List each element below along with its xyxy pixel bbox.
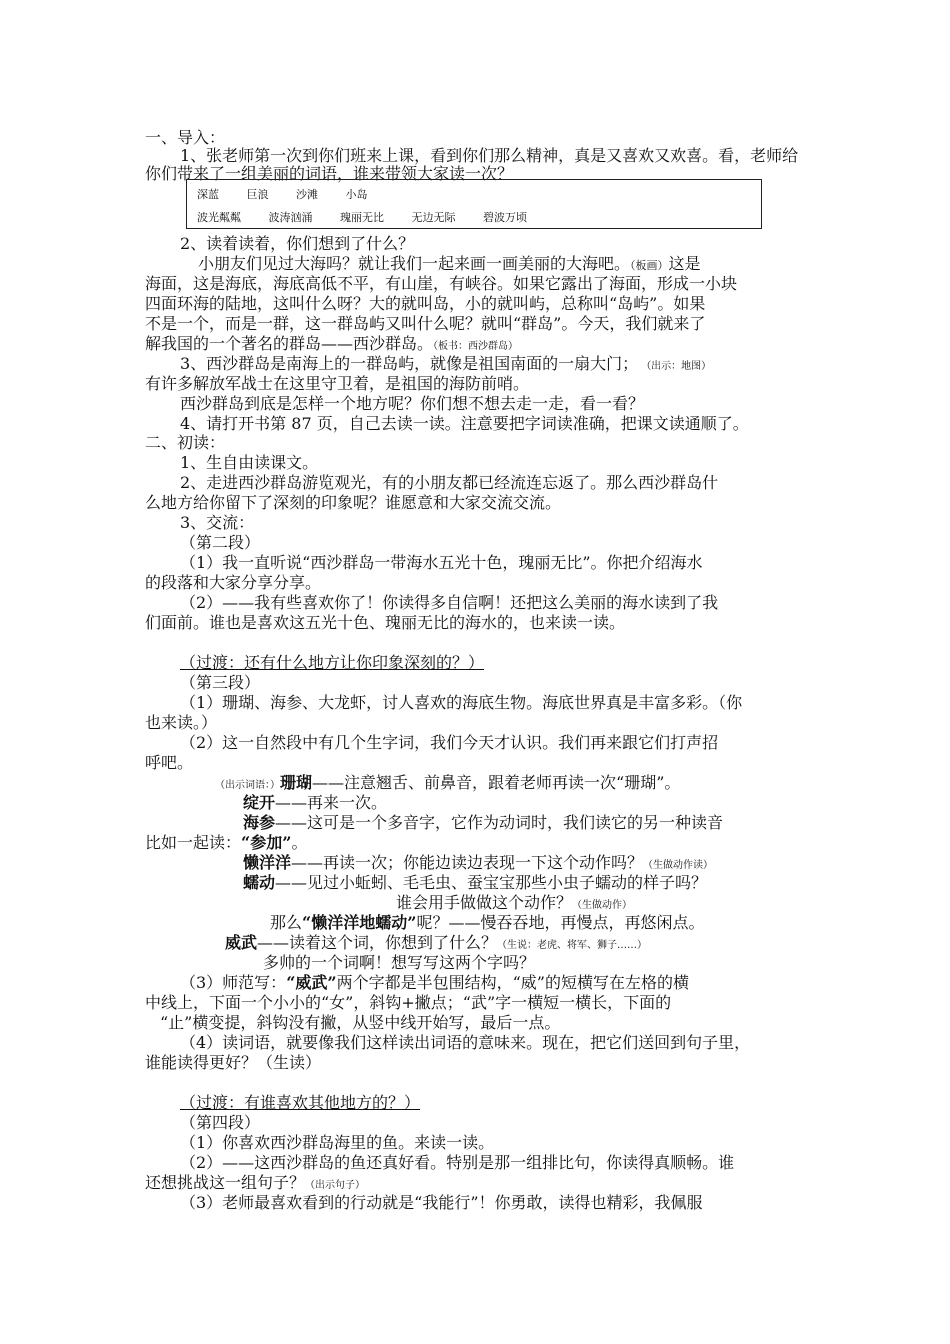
transition-note: （过渡：还有什么地方让你印象深刻的？） — [180, 653, 485, 672]
word-explanation: 那么“懒洋洋地蠕动”呢？——慢吞吞地，再慢点，再悠闲点。 — [270, 913, 705, 932]
paragraph-line: 么地方给你留下了深刻的印象呢？谁愿意和大家交流交流。 — [145, 493, 562, 512]
section-heading: 一、导入： — [145, 128, 226, 147]
paragraph-line: （3）师范写：“威武”两个字都是半包围结构，“威”的短横写在左格的横 — [180, 973, 689, 992]
paragraph-line: （4）读词语，就要像我们这样读出词语的意味来。现在，把它们送回到句子里， — [180, 1033, 751, 1052]
paragraph-line: 们面前。谁也是喜欢这五光十色、瑰丽无比的海水的，也来读一读。 — [145, 613, 626, 632]
vocab-word: 碧波万顷 — [483, 211, 527, 224]
paragraph-line: 2、读着读着，你们想到了什么？ — [180, 234, 415, 253]
paragraph-line: 四面环海的陆地，这叫什么呀？大的就叫岛，小的就叫屿，总称叫“岛屿”。如果 — [145, 294, 706, 313]
paragraph-line: （1）珊瑚、海参、大龙虾，讨人喜欢的海底生物。海底世界真是丰富多彩。（你 — [180, 693, 743, 712]
section-label: （第三段） — [180, 673, 261, 692]
paragraph-line: 的段落和大家分享分享。 — [145, 573, 322, 592]
paragraph-line: 1、生自由读课文。 — [180, 453, 319, 472]
paragraph-line: （2）——这西沙群岛的鱼还真好看。特别是那一组排比句，你读得真顺畅。谁 — [180, 1153, 735, 1172]
section-label: （第二段） — [180, 533, 261, 552]
vocab-word: 巨浪 — [246, 188, 269, 201]
paragraph-line: 还想挑战这一组句子？（出示句子） — [145, 1173, 366, 1192]
word-explanation: 蠕动——见过小蚯蚓、毛毛虫、蚕宝宝那些小虫子蠕动的样子吗？ — [243, 873, 708, 892]
paragraph-line: 不是一个，而是一群，这一群岛屿又叫什么呢？就叫“群岛”。今天，我们就来了 — [145, 314, 706, 333]
paragraph-line: （3）老师最喜欢看到的行动就是“我能行”！你勇敢，读得也精彩，我佩服 — [180, 1193, 703, 1212]
transition-note: （过渡：有谁喜欢其他地方的？） — [180, 1093, 421, 1112]
paragraph-line: 也来读。） — [145, 713, 218, 732]
paragraph-line: 3、西沙群岛是南海上的一群岛屿，就像是祖国南面的一扇大门； （出示：地图） — [180, 354, 712, 373]
paragraph-line: （1）你喜欢西沙群岛海里的鱼。来读一读。 — [180, 1133, 495, 1152]
paragraph-line: 海面，这是海底，海底高低不平，有山崖，有峡谷。如果它露出了海面，形成一小块 — [145, 274, 738, 293]
word-explanation: 比如一起读：“参加”。 — [145, 833, 308, 852]
paragraph-line: 3、交流： — [180, 513, 255, 532]
vocab-word: 沙滩 — [296, 188, 318, 201]
word-explanation: 海参——这可是一个多音字，它作为动词时，我们读它的另一种读音 — [243, 813, 724, 832]
word-explanation: 多帅的一个词啊！想写写这两个字吗？ — [263, 953, 536, 972]
paragraph-line: 解我国的一个著名的群岛——西沙群岛。（板书：西沙群岛） — [145, 334, 519, 353]
vocab-word: 瑰丽无比 — [340, 211, 384, 224]
paragraph-line: 小朋友们见过大海吗？就让我们一起来画一画美丽的大海吧。（板画）这是 — [198, 254, 701, 273]
vocabulary-row — [197, 209, 551, 225]
word-explanation: 绽开——再来一次。 — [243, 793, 388, 812]
vocab-word: 波光粼粼 — [197, 211, 241, 224]
vocab-word: 无边无际 — [411, 211, 456, 224]
section-heading: 二、初读： — [145, 433, 226, 452]
word-explanation: 威武——读着这个词，你想到了什么？（生说：老虎、将军、狮子……） — [225, 933, 648, 952]
paragraph-line: 西沙群岛到底是怎样一个地方呢？你们想不想去走一走，看一看？ — [180, 394, 645, 413]
vocabulary-box — [186, 179, 762, 229]
paragraph-line: 4、请打开书第 87 页，自己去读一读。注意要把字词读准确，把课文读通顺了。 — [180, 414, 749, 433]
vocab-word: 深蓝 — [197, 188, 219, 201]
paragraph-line: “止”横变提，斜钩没有撇，从竖中线开始写，最后一点。 — [160, 1013, 561, 1032]
paragraph-line: 谁能读得更好？（生读） — [145, 1053, 322, 1072]
paragraph-line: （2）——我有些喜欢你了！你读得多自信啊！还把这么美丽的海水读到了我 — [180, 593, 719, 612]
paragraph-line: 2、走进西沙群岛游览观光，有的小朋友都已经流连忘返了。那么西沙群岛什 — [180, 473, 719, 492]
paragraph-line: （1）我一直听说“西沙群岛一带海水五光十色，瑰丽无比”。你把介绍海水 — [180, 553, 703, 572]
vocab-word: 波涛汹涌 — [268, 211, 313, 224]
paragraph-line: 有许多解放军战士在这里守卫着，是祖国的海防前哨。 — [145, 374, 530, 393]
word-explanation: 懒洋洋——再读一次；你能边读边表现一下这个动作吗？（生做动作读） — [243, 853, 714, 872]
paragraph-line: 中线上，下面一个小小的“女”，斜钩+撇点；“武”字一横短一横长，下面的 — [145, 993, 672, 1012]
paragraph-line: 呼吧。 — [145, 753, 194, 772]
section-label: （第四段） — [180, 1113, 261, 1132]
word-explanation: （出示词语：）珊瑚——注意翘舌、前鼻音，跟着老师再读一次“珊瑚”。 — [215, 773, 681, 792]
vocabulary-row — [197, 186, 392, 202]
paragraph-line: 你们带来了一组美丽的词语，谁来带领大家读一次？ — [145, 164, 514, 183]
paragraph-line: （2）这一自然段中有几个生字词，我们今天才认识。我们再来跟它们打声招 — [180, 733, 719, 752]
vocab-word: 小岛 — [345, 188, 368, 201]
paragraph-line: 1、张老师第一次到你们班来上课，看到你们那么精神，真是又喜欢又欢喜。看，老师给 — [180, 146, 799, 165]
word-explanation: 谁会用手做做这个动作？（生做动作） — [396, 893, 633, 912]
